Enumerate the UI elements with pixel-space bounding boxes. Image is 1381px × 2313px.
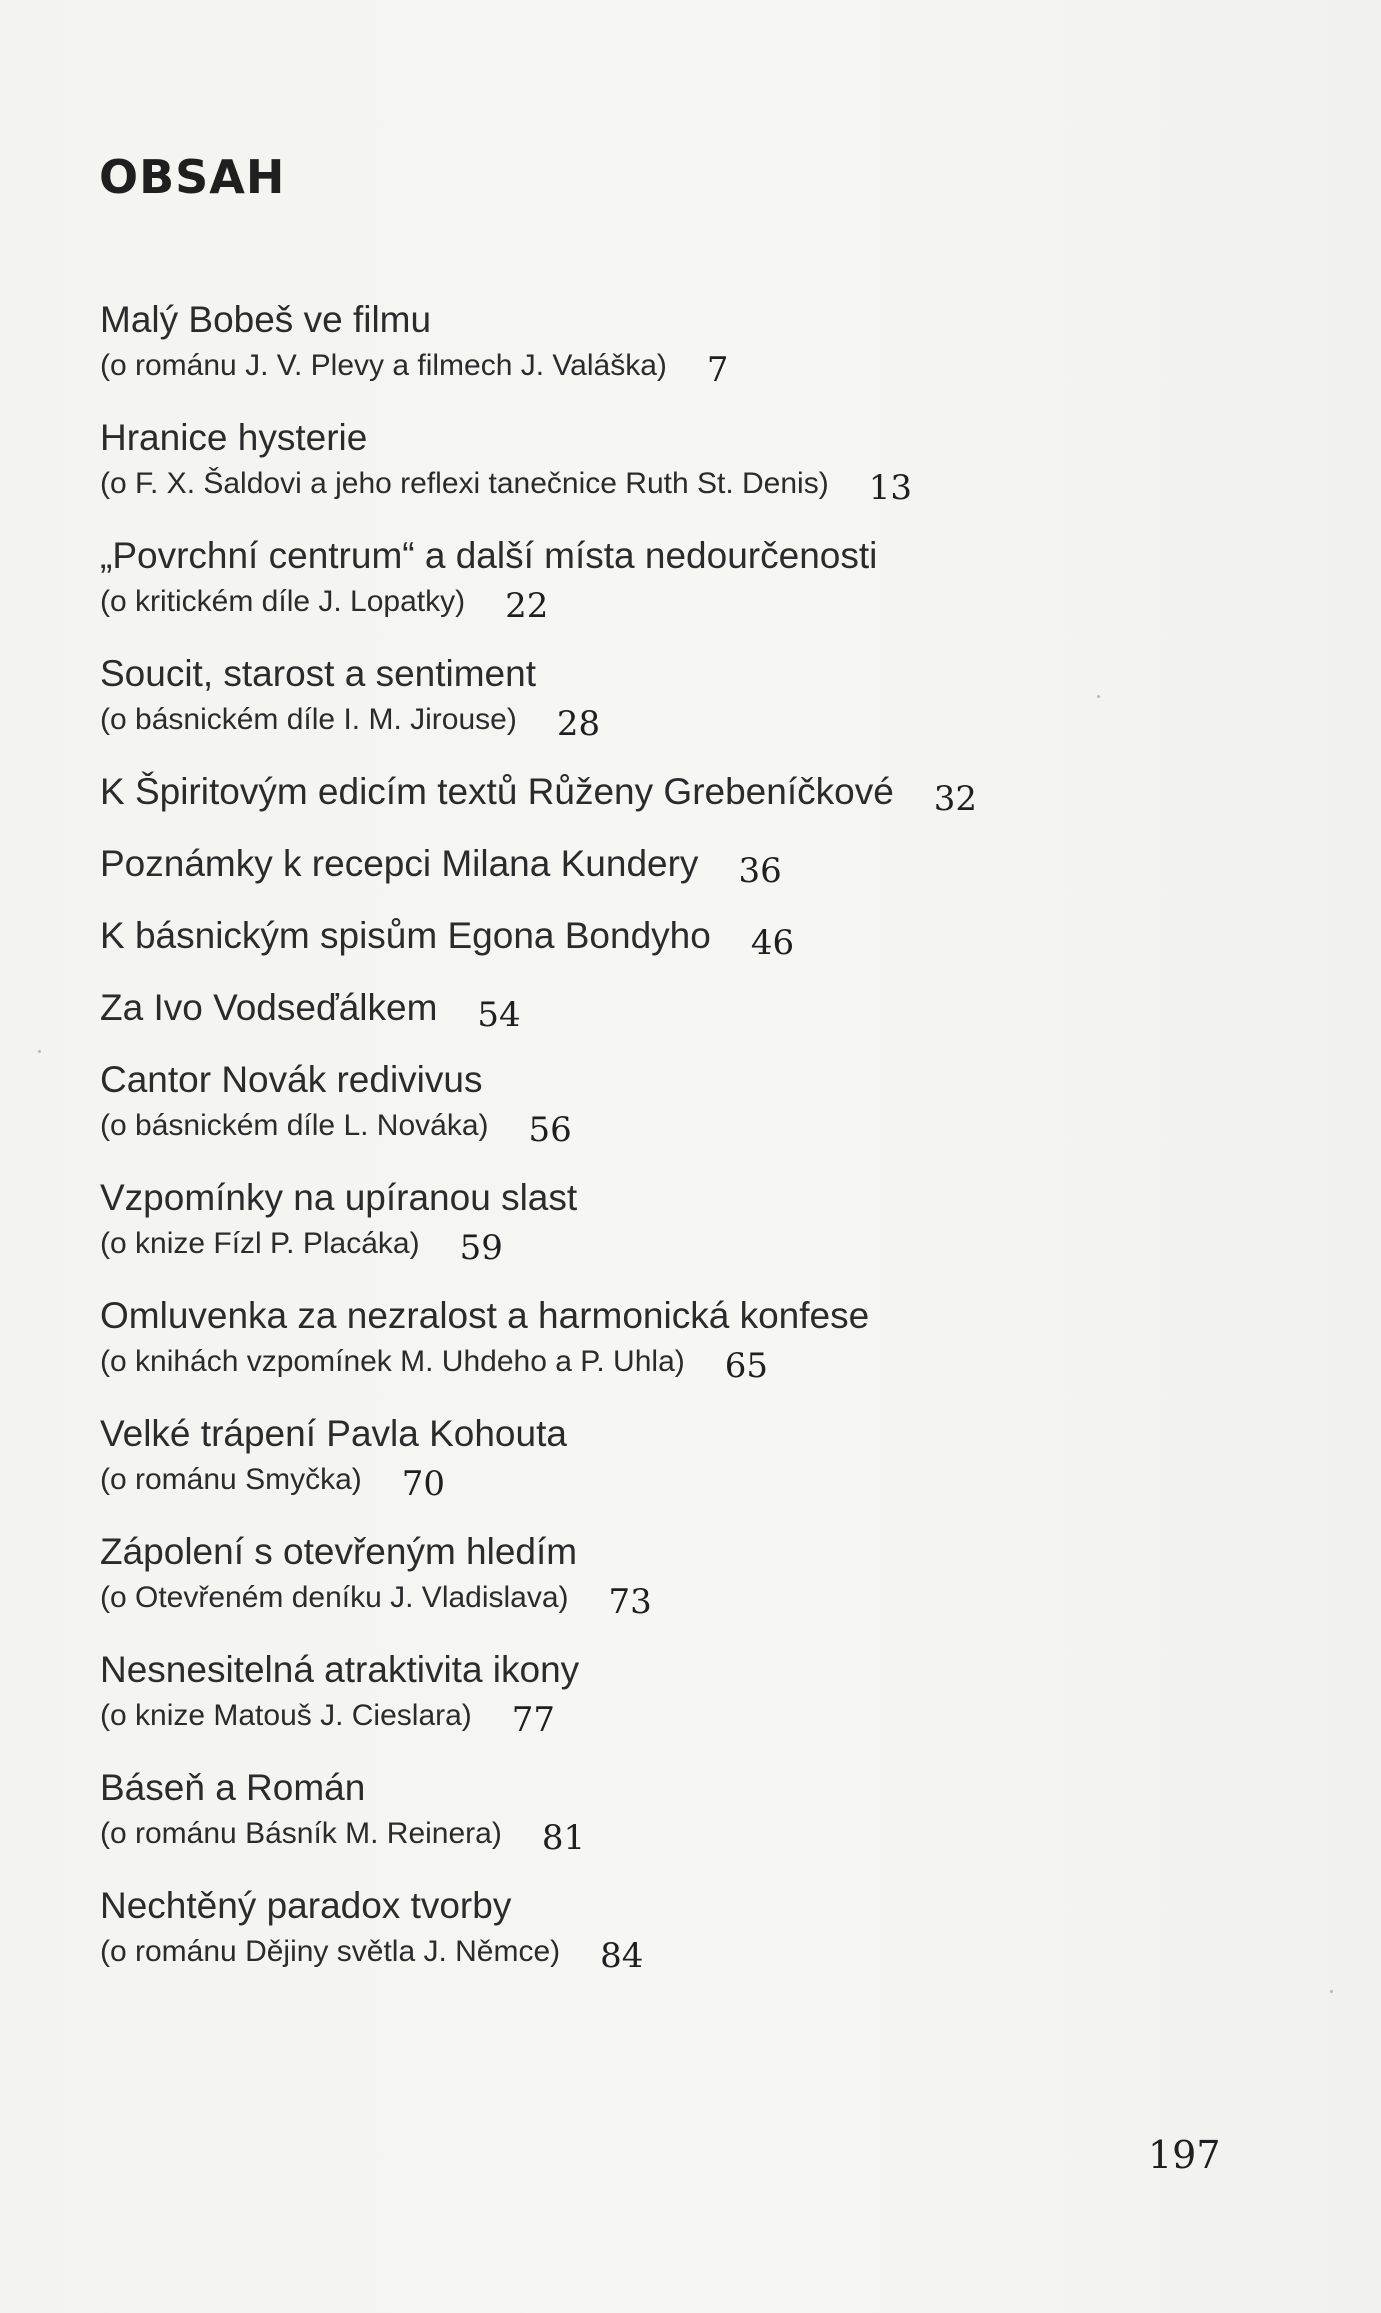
toc-entry [100,1292,1250,1384]
toc-entry [100,1646,1250,1738]
entry-page-number: 13 [868,468,912,508]
entry-page-number: 73 [608,1582,652,1622]
toc-entry [100,532,1250,624]
toc-entry [100,912,1250,963]
toc-entry [100,296,1250,388]
entry-title: Velké trápení Pavla Kohouta [100,1413,567,1454]
entry-subtitle: (o básnickém díle I. M. Jirouse) [100,703,517,736]
entry-title: Hranice hysterie [100,417,368,458]
toc-entry [100,840,1250,891]
toc-entry [100,1174,1250,1266]
page-title: OBSAH [99,150,286,204]
entry-page-number: 65 [724,1346,769,1386]
entry-page-number: 32 [933,779,978,819]
toc-entry [100,1882,1250,1974]
entry-subtitle: (o Otevřeném deníku J. Vladislava) [100,1581,569,1614]
entry-subtitle: (o románu Smyčka) [100,1463,362,1496]
entry-page-number: 59 [459,1228,503,1268]
entry-title: K básnickým spisům Egona Bondyho [100,915,711,956]
entry-title: Soucit, starost a sentiment [100,653,536,694]
entry-subtitle: (o knihách vzpomínek M. Uhdeho a P. Uhla) [100,1345,685,1378]
entry-subtitle: (o knize Fízl P. Placáka) [100,1227,420,1260]
entry-subtitle: (o románu J. V. Plevy a filmech J. Valáška) [100,349,667,382]
entry-page-number: 28 [556,704,601,744]
entry-page-number: 46 [750,923,795,963]
entry-title: Nesnesitelná atraktivita ikony [100,1649,580,1690]
toc-entry [100,1056,1250,1148]
entry-page-number: 84 [600,1936,644,1976]
toc-entry [100,414,1250,506]
entry-subtitle: (o knize Matouš J. Cieslara) [100,1699,472,1732]
toc-entry [100,1528,1250,1620]
entry-title: Báseň a Román [100,1767,366,1808]
entry-title: K Špiritovým edicím textů Růženy Grebeníčkové [100,771,894,812]
entry-title: „Povrchní centrum“ a další místa nedourčenosti [100,535,878,576]
entry-title: Poznámky k recepci Milana Kundery [100,843,699,884]
toc-entry [100,1764,1250,1856]
entry-page-number: 54 [477,995,521,1035]
entry-subtitle: (o kritickém díle J. Lopatky) [100,585,466,618]
entry-title: Cantor Novák redivivus [100,1059,483,1100]
entry-page-number: 70 [401,1464,446,1504]
entry-page-number: 77 [511,1700,556,1740]
entry-title: Omluvenka za nezralost a harmonická konfese [100,1295,870,1336]
entry-page-number: 36 [738,851,782,891]
toc-entry [100,1410,1250,1502]
paper-speck [1330,1990,1333,1993]
table-of-contents [100,296,1250,2000]
paper-speck [1097,695,1100,698]
toc-entry [100,768,1250,819]
entry-subtitle: (o básnickém díle L. Nováka) [100,1109,489,1142]
entry-title: Zápolení s otevřeným hledím [100,1531,578,1572]
entry-subtitle: (o F. X. Šaldovi a jeho reflexi tanečnice Ruth St. Denis) [100,467,829,500]
entry-title: Malý Bobeš ve filmu [100,299,432,340]
entry-page-number: 81 [541,1818,586,1858]
entry-subtitle: (o románu Básník M. Reinera) [100,1817,502,1850]
toc-entry [100,650,1250,742]
entry-page-number: 22 [505,586,549,626]
entry-subtitle: (o románu Dějiny světla J. Němce) [100,1935,561,1968]
page-folio: 197 [1148,2133,1221,2177]
toc-entry [100,984,1250,1035]
entry-title: Vzpomínky na upíranou slast [100,1177,578,1218]
entry-page-number: 7 [706,350,729,390]
entry-title: Za Ivo Vodseďálkem [100,987,438,1028]
paper-speck [38,1050,41,1053]
entry-title: Nechtěný paradox tvorby [100,1885,512,1926]
entry-page-number: 56 [528,1110,572,1150]
